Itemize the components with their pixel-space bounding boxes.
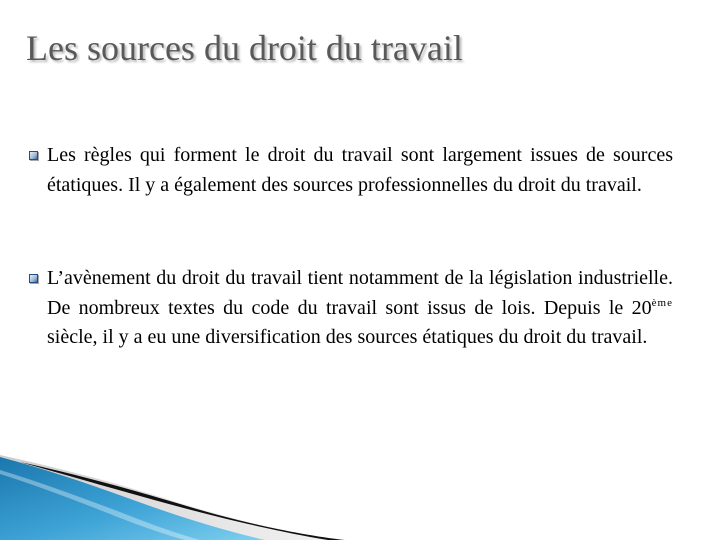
bullet-text: Les règles qui forment le droit du travail sont largement issues de sources étatiques. Il y a également des sources professionnelles du droit du travail. [47,144,673,196]
bullet-text-part: L’avènement du droit du travail tient notamment de la législation industrielle. De nombreux textes du code du travail sont issus de lois. Depuis le 20 [47,267,673,319]
ordinal-superscript: ème [651,296,673,309]
bullet-text-part: siècle, il y a eu une diversification des sources étatiques du droit du travail. [47,326,648,348]
slide-title: Les sources du droit du travail [26,28,463,68]
